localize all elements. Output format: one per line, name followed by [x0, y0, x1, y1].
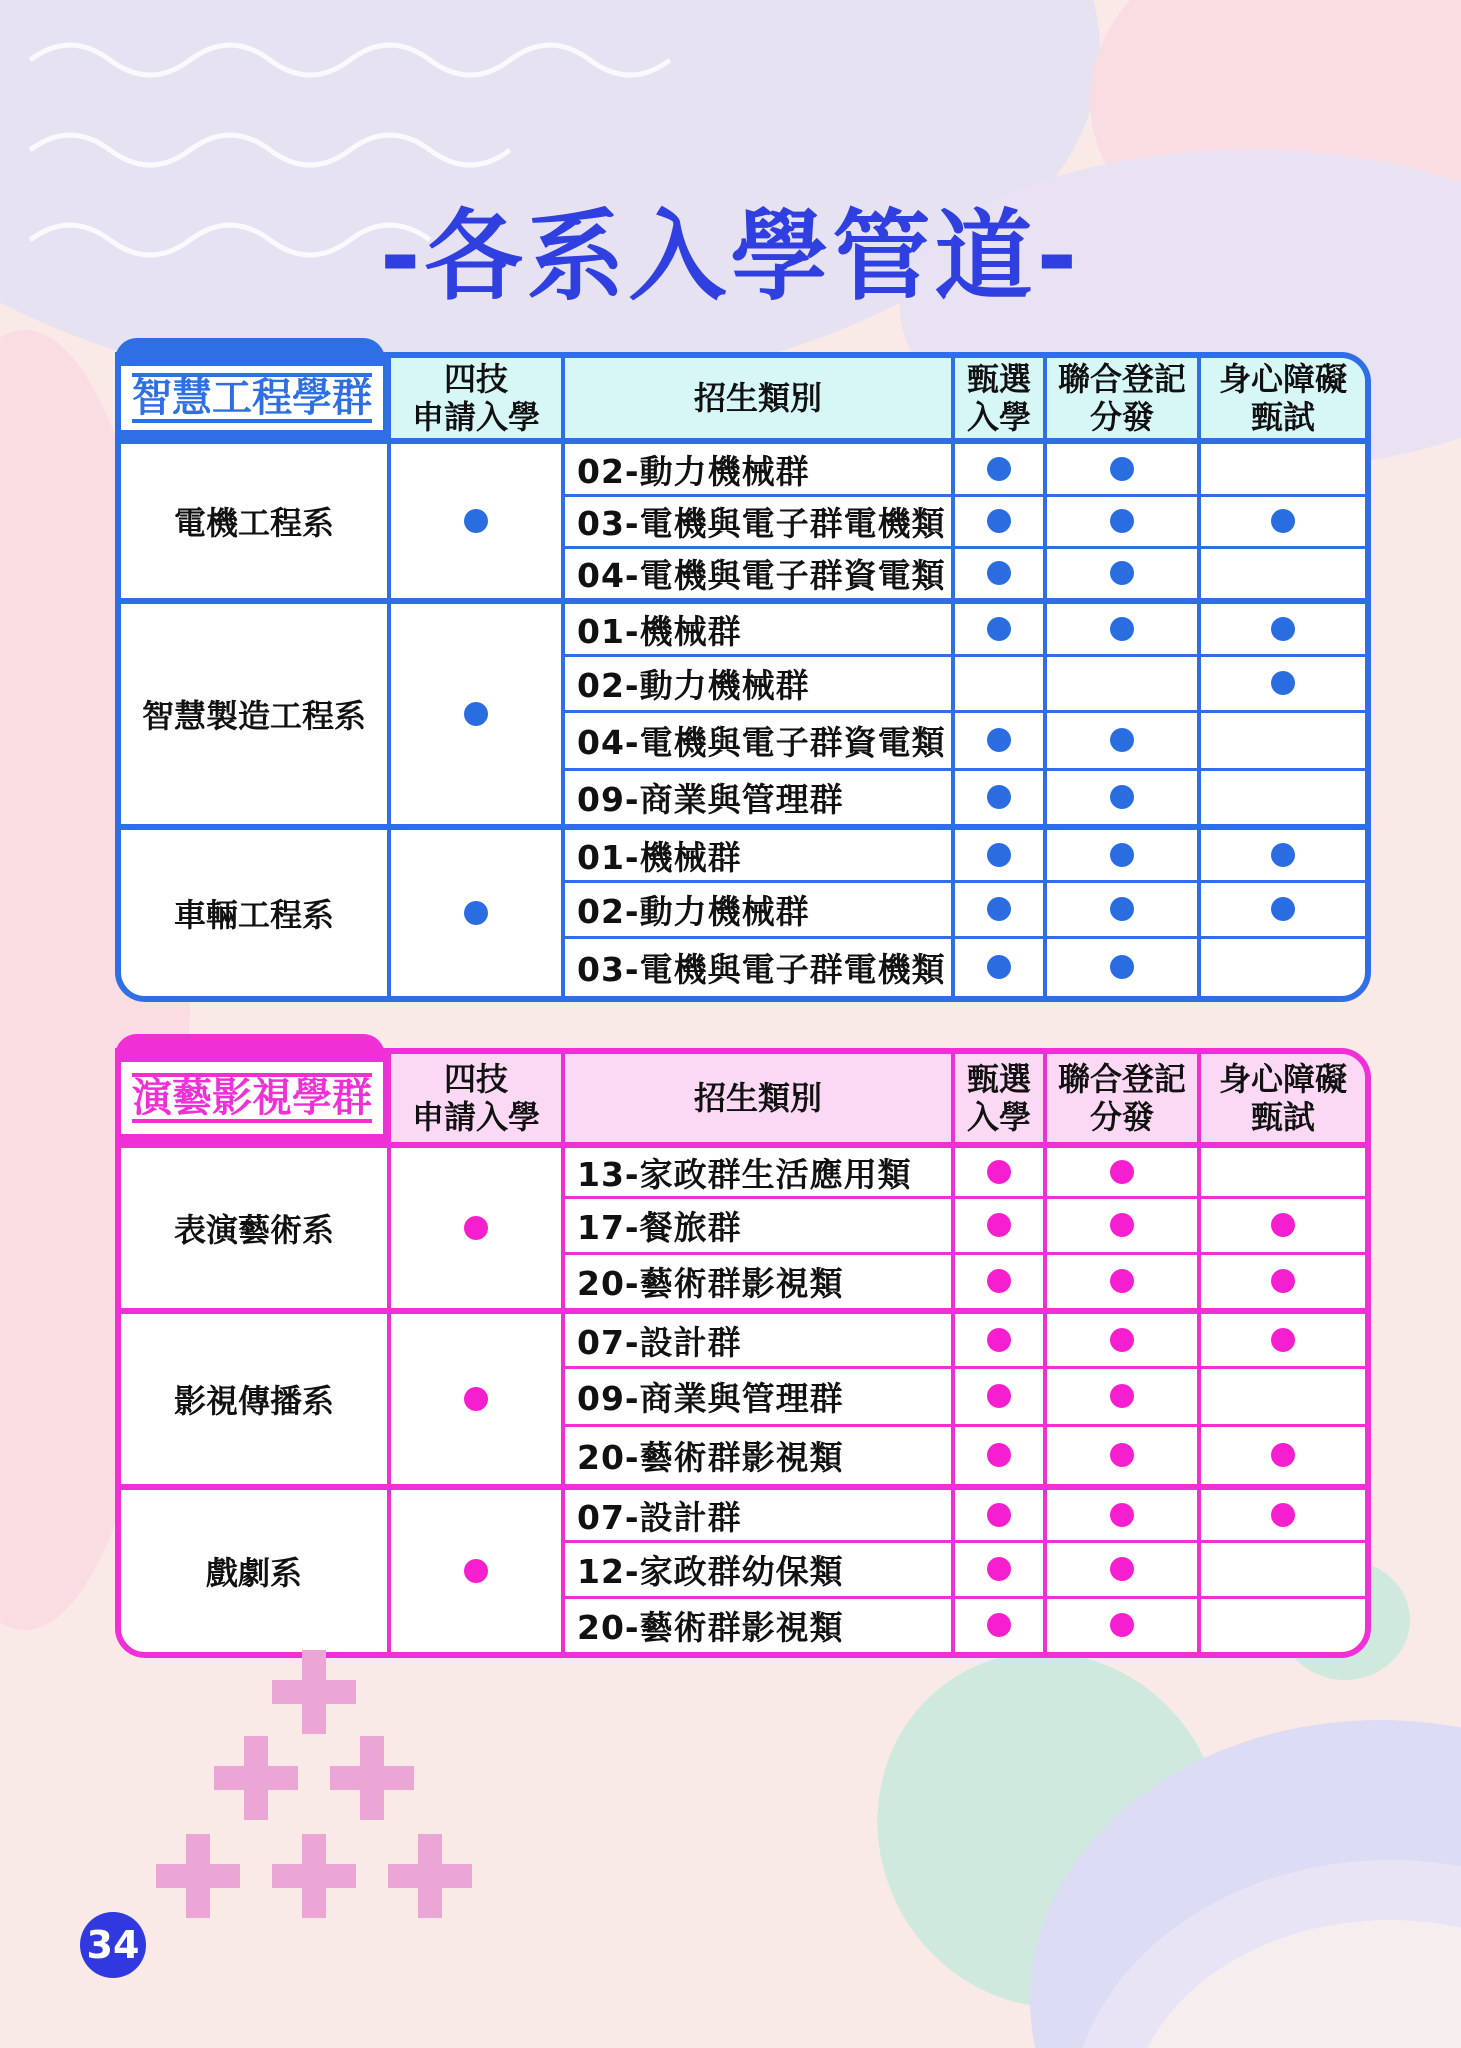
select-dot: [987, 897, 1011, 921]
apply-cell: [387, 1308, 561, 1484]
table-row: [121, 438, 1365, 494]
select-cell: [951, 438, 1043, 494]
joint-dot: [1110, 843, 1134, 867]
disabled-cell: [1197, 598, 1365, 654]
header-joint: 聯合登記 分發: [1043, 358, 1197, 438]
joint-cell: [1043, 438, 1197, 494]
select-dot: [987, 1613, 1011, 1637]
category-cell: 09-商業與管理群: [561, 768, 951, 824]
header-apply: 四技 申請入學: [387, 1054, 561, 1142]
category-cell: 09-商業與管理群: [561, 1366, 951, 1424]
disabled-dot: [1271, 671, 1295, 695]
disabled-cell: [1197, 654, 1365, 710]
disabled-dot: [1271, 1213, 1295, 1237]
disabled-cell: [1197, 824, 1365, 880]
disabled-dot: [1271, 509, 1295, 533]
disabled-cell: [1197, 1252, 1365, 1308]
joint-dot: [1110, 785, 1134, 809]
joint-dot: [1110, 1503, 1134, 1527]
category-cell: 20-藝術群影視類: [561, 1252, 951, 1308]
category-cell: 04-電機與電子群資電類: [561, 710, 951, 768]
select-dot: [987, 1557, 1011, 1581]
category-cell: 02-動力機械群: [561, 654, 951, 710]
select-dot: [987, 1269, 1011, 1293]
joint-cell: [1043, 1596, 1197, 1652]
category-cell: 12-家政群幼保類: [561, 1540, 951, 1596]
disabled-cell: [1197, 494, 1365, 546]
category-cell: 07-設計群: [561, 1308, 951, 1366]
joint-cell: [1043, 880, 1197, 936]
table-row: [121, 824, 1365, 880]
disabled-cell: [1197, 1596, 1365, 1652]
category-cell: 17-餐旅群: [561, 1196, 951, 1252]
category-cell: 03-電機與電子群電機類: [561, 936, 951, 996]
group-name-cell: [121, 358, 387, 438]
apply-dot: [464, 1387, 488, 1411]
joint-cell: [1043, 824, 1197, 880]
disabled-dot: [1271, 617, 1295, 641]
apply-cell: [387, 598, 561, 824]
group-name-cell: [121, 1054, 387, 1142]
category-cell: 13-家政群生活應用類: [561, 1142, 951, 1196]
apply-dot: [464, 1559, 488, 1583]
apply-cell: [387, 824, 561, 996]
joint-cell: [1043, 1484, 1197, 1540]
select-cell: [951, 1142, 1043, 1196]
disabled-cell: [1197, 1308, 1365, 1366]
disabled-cell: [1197, 880, 1365, 936]
joint-dot: [1110, 728, 1134, 752]
apply-cell: [387, 1142, 561, 1308]
joint-cell: [1043, 598, 1197, 654]
joint-dot: [1110, 1613, 1134, 1637]
disabled-cell: [1197, 546, 1365, 598]
select-cell: [951, 1196, 1043, 1252]
header-joint: 聯合登記 分發: [1043, 1054, 1197, 1142]
disabled-dot: [1271, 897, 1295, 921]
disabled-dot: [1271, 1328, 1295, 1352]
table-header-row: [121, 1054, 1365, 1142]
department-name: 智慧製造工程系: [121, 598, 387, 824]
joint-cell: [1043, 1540, 1197, 1596]
table-row: [121, 598, 1365, 654]
joint-dot: [1110, 955, 1134, 979]
joint-dot: [1110, 1160, 1134, 1184]
joint-dot: [1110, 1557, 1134, 1581]
disabled-dot: [1271, 1443, 1295, 1467]
apply-cell: [387, 438, 561, 598]
group-title-text: 演藝影視學群: [132, 1075, 372, 1121]
select-dot: [987, 1503, 1011, 1527]
joint-cell: [1043, 1196, 1197, 1252]
select-cell: [951, 1252, 1043, 1308]
select-cell: [951, 824, 1043, 880]
select-dot: [987, 955, 1011, 979]
header-category: 招生類別: [561, 358, 951, 438]
select-cell: [951, 710, 1043, 768]
disabled-cell: [1197, 768, 1365, 824]
joint-cell: [1043, 1142, 1197, 1196]
disabled-cell: [1197, 710, 1365, 768]
select-cell: [951, 654, 1043, 710]
apply-cell: [387, 1484, 561, 1652]
select-dot: [987, 561, 1011, 585]
joint-cell: [1043, 546, 1197, 598]
select-dot: [987, 843, 1011, 867]
joint-cell: [1043, 494, 1197, 546]
select-dot: [987, 1443, 1011, 1467]
category-cell: 01-機械群: [561, 598, 951, 654]
disabled-dot: [1271, 1503, 1295, 1527]
admission-table: [115, 1048, 1371, 1658]
joint-cell: [1043, 1252, 1197, 1308]
disabled-cell: [1197, 1196, 1365, 1252]
header-category: 招生類別: [561, 1054, 951, 1142]
department-name: 影視傳播系: [121, 1308, 387, 1484]
select-dot: [987, 785, 1011, 809]
joint-dot: [1110, 509, 1134, 533]
joint-cell: [1043, 1424, 1197, 1484]
apply-dot: [464, 702, 488, 726]
select-cell: [951, 1484, 1043, 1540]
joint-dot: [1110, 1328, 1134, 1352]
joint-dot: [1110, 561, 1134, 585]
disabled-cell: [1197, 1484, 1365, 1540]
disabled-cell: [1197, 936, 1365, 996]
select-dot: [987, 617, 1011, 641]
select-dot: [987, 1328, 1011, 1352]
joint-dot: [1110, 897, 1134, 921]
joint-cell: [1043, 768, 1197, 824]
header-disabled: 身心障礙 甄試: [1197, 358, 1365, 438]
joint-dot: [1110, 457, 1134, 481]
header-disabled: 身心障礙 甄試: [1197, 1054, 1365, 1142]
select-cell: [951, 880, 1043, 936]
department-name: 車輛工程系: [121, 824, 387, 996]
header-apply: 四技 申請入學: [387, 358, 561, 438]
department-name: 戲劇系: [121, 1484, 387, 1652]
category-cell: 02-動力機械群: [561, 438, 951, 494]
table-row: [121, 1308, 1365, 1366]
page-number: 34: [80, 1912, 146, 1978]
group-title-text: 智慧工程學群: [132, 375, 372, 421]
joint-dot: [1110, 1213, 1134, 1237]
table-row: [121, 1484, 1365, 1540]
select-cell: [951, 936, 1043, 996]
admission-table: [115, 352, 1371, 1002]
category-cell: 02-動力機械群: [561, 880, 951, 936]
select-dot: [987, 728, 1011, 752]
category-cell: 20-藝術群影視類: [561, 1596, 951, 1652]
table-row: [121, 1142, 1365, 1196]
header-select: 甄選 入學: [951, 358, 1043, 438]
joint-cell: [1043, 654, 1197, 710]
select-cell: [951, 1366, 1043, 1424]
disabled-cell: [1197, 1366, 1365, 1424]
select-dot: [987, 1213, 1011, 1237]
category-cell: 07-設計群: [561, 1484, 951, 1540]
select-cell: [951, 1424, 1043, 1484]
select-dot: [987, 1384, 1011, 1408]
select-cell: [951, 494, 1043, 546]
page-title: -各系入學管道-: [379, 200, 1082, 314]
select-dot: [987, 457, 1011, 481]
apply-dot: [464, 1216, 488, 1240]
apply-dot: [464, 901, 488, 925]
joint-dot: [1110, 617, 1134, 641]
select-dot: [987, 509, 1011, 533]
select-cell: [951, 1308, 1043, 1366]
category-cell: 20-藝術群影視類: [561, 1424, 951, 1484]
category-cell: 03-電機與電子群電機類: [561, 494, 951, 546]
joint-cell: [1043, 936, 1197, 996]
disabled-cell: [1197, 1142, 1365, 1196]
select-cell: [951, 1596, 1043, 1652]
category-cell: 04-電機與電子群資電類: [561, 546, 951, 598]
disabled-dot: [1271, 1269, 1295, 1293]
apply-dot: [464, 509, 488, 533]
category-cell: 01-機械群: [561, 824, 951, 880]
group-title: [121, 366, 383, 430]
header-select: 甄選 入學: [951, 1054, 1043, 1142]
table-header-row: [121, 358, 1365, 438]
select-cell: [951, 546, 1043, 598]
joint-cell: [1043, 1366, 1197, 1424]
disabled-dot: [1271, 843, 1295, 867]
select-cell: [951, 598, 1043, 654]
joint-dot: [1110, 1443, 1134, 1467]
joint-cell: [1043, 1308, 1197, 1366]
joint-dot: [1110, 1269, 1134, 1293]
disabled-cell: [1197, 1424, 1365, 1484]
disabled-cell: [1197, 438, 1365, 494]
group-title: [121, 1062, 383, 1134]
joint-cell: [1043, 710, 1197, 768]
department-name: 電機工程系: [121, 438, 387, 598]
department-name: 表演藝術系: [121, 1142, 387, 1308]
select-cell: [951, 1540, 1043, 1596]
select-cell: [951, 768, 1043, 824]
joint-dot: [1110, 1384, 1134, 1408]
select-dot: [987, 1160, 1011, 1184]
disabled-cell: [1197, 1540, 1365, 1596]
